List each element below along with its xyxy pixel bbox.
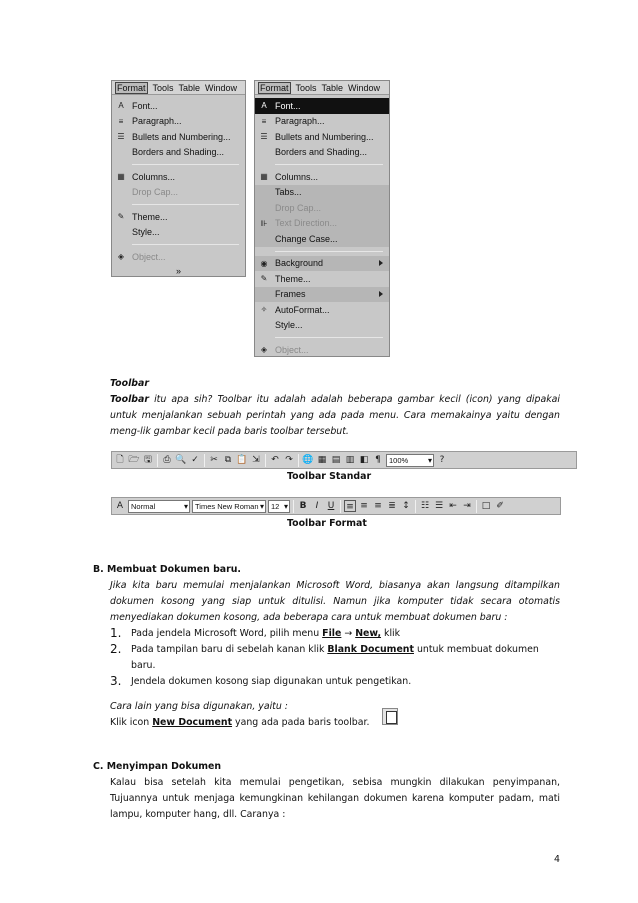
- text: Pada tampilan baru di sebelah kanan klik: [131, 644, 328, 655]
- font-icon: A: [118, 101, 124, 110]
- step-2-number: 2.: [110, 642, 122, 656]
- menu-item-label: Bullets and Numbering...: [132, 131, 231, 142]
- menu-separator: [275, 251, 383, 252]
- menu-item-label: Columns...: [132, 171, 176, 182]
- submenu-arrow-icon: [379, 291, 383, 297]
- menu-separator: [132, 204, 239, 205]
- menu-table[interactable]: Table: [321, 82, 344, 93]
- zoom-select[interactable]: 100% ▾: [386, 454, 434, 467]
- file-menu-ref: File: [322, 628, 342, 639]
- step-2-text: [131, 642, 539, 658]
- format-menu-short: [111, 80, 246, 277]
- align-right-icon[interactable]: ≡: [374, 501, 382, 511]
- menu-item-font[interactable]: [255, 98, 389, 114]
- menu-item-label: Columns...: [275, 171, 319, 182]
- redo-icon[interactable]: ↷: [285, 455, 293, 465]
- arrow: →: [341, 628, 356, 639]
- drawing-icon[interactable]: ◧: [359, 455, 369, 465]
- align-center-icon[interactable]: ≡: [360, 501, 368, 511]
- toolbar-separator: [204, 454, 205, 467]
- bullets-icon: ☰: [260, 132, 268, 141]
- menu-item-label: Font...: [132, 100, 158, 111]
- table-icon[interactable]: ▦: [317, 455, 327, 465]
- menu-item-object: [255, 342, 389, 358]
- menu-item-tabs[interactable]: [255, 185, 389, 201]
- menu-item-borders[interactable]: [112, 145, 245, 161]
- step-1-number: 1.: [110, 626, 122, 640]
- toolbar-para-line3: meng-lik gambar kecil pada baris toolbar tersebut.: [110, 426, 349, 437]
- menu-item-drop-cap: [112, 185, 245, 201]
- background-icon: ◉: [260, 258, 268, 268]
- menu-item-background[interactable]: [255, 256, 389, 272]
- paragraph-icon: ≡: [118, 116, 124, 126]
- menu-tools[interactable]: Tools: [295, 82, 317, 93]
- step-3-number: 3.: [110, 674, 122, 688]
- menu-item-borders[interactable]: [255, 145, 389, 161]
- alt-method-line1: Cara lain yang bisa digunakan, yaitu :: [110, 701, 288, 712]
- font-select[interactable]: Times New Roman ▾: [192, 500, 266, 513]
- columns-icon: ▦: [260, 172, 268, 181]
- menu-item-style[interactable]: [255, 318, 389, 334]
- bullets-icon[interactable]: ☰: [434, 501, 444, 511]
- format-toolbar-caption: Toolbar Format: [287, 518, 367, 529]
- theme-icon: ✎: [117, 212, 125, 221]
- menu-item-label: Paragraph...: [132, 116, 182, 127]
- menu-format[interactable]: Format: [260, 82, 289, 93]
- menu-item-text-direction: [255, 216, 389, 232]
- menu-item-paragraph[interactable]: [112, 114, 245, 130]
- bullets-icon: ☰: [117, 132, 125, 141]
- menu-window[interactable]: Window: [205, 82, 238, 93]
- format-toolbar: [111, 497, 561, 515]
- new-document-ref: New Document: [152, 717, 233, 728]
- section-b-intro3: menyediakan dokumen kosong, ada beberapa cara untuk membuat dokumen baru :: [110, 612, 508, 623]
- section-c-line3: lampu, komputer hang, dll. Caranya :: [110, 809, 286, 820]
- section-c-line2: Tujuannya untuk menjaga kemungkinan kehilangan dokumen karena komputer padam, mati: [110, 793, 560, 804]
- font-size-select[interactable]: 12 ▾: [268, 500, 290, 513]
- menu-separator: [275, 337, 383, 338]
- underline-button[interactable]: U: [327, 501, 335, 511]
- menu-item-object: [112, 249, 245, 265]
- toolbar-term: Toolbar: [110, 394, 149, 405]
- toolbar-separator: [293, 500, 294, 513]
- align-left-icon[interactable]: ≡: [344, 500, 356, 512]
- help-icon[interactable]: ?: [439, 455, 445, 465]
- menu-item-label: AutoFormat...: [275, 304, 330, 315]
- alt-method-line2: [110, 715, 369, 731]
- menu-separator: [132, 164, 239, 165]
- section-b-intro2: dokumen kosong yang siap untuk ditulisi. Namun jika komputer tidak secara otomatis: [110, 596, 560, 607]
- step-3-text: Jendela dokumen kosong siap digunakan untuk pengetikan.: [131, 676, 412, 687]
- menu-item-label: Paragraph...: [275, 116, 325, 127]
- menu-item-label: Change Case...: [275, 233, 338, 244]
- expand-menu-chevron-icon[interactable]: »: [175, 265, 181, 276]
- menu-separator: [275, 164, 383, 165]
- undo-icon[interactable]: ↶: [271, 455, 279, 465]
- line-spacing-icon[interactable]: ↕: [402, 501, 410, 511]
- columns-icon: ▦: [117, 172, 125, 181]
- text: Pada jendela Microsoft Word, pilih menu: [131, 628, 323, 639]
- new-document-icon[interactable]: 🗋: [116, 455, 124, 465]
- menu-table[interactable]: Table: [178, 82, 201, 93]
- menu-item-theme[interactable]: [255, 271, 389, 287]
- toolbar-para-line2: untuk menjalankan sebuah perintah yang ada pada menu. Cara memakainya yaitu dengan: [110, 410, 560, 421]
- text-direction-icon: ⊪: [260, 218, 268, 228]
- toolbar-separator: [340, 500, 341, 513]
- menu-item-font[interactable]: [112, 98, 245, 114]
- cut-icon[interactable]: ✂: [210, 455, 218, 465]
- increase-indent-icon[interactable]: ⇥: [463, 501, 471, 511]
- autoformat-icon: ✧: [260, 305, 268, 314]
- italic-button[interactable]: I: [315, 501, 319, 511]
- columns-icon[interactable]: ▥: [345, 455, 355, 465]
- menu-item-label: Style...: [132, 227, 160, 238]
- text: untuk membuat dokumen: [413, 644, 539, 655]
- menu-format[interactable]: Format: [117, 82, 146, 93]
- toolbar-separator: [476, 500, 477, 513]
- menu-item-label: Object...: [275, 344, 309, 355]
- menu-item-label: Theme...: [132, 211, 168, 222]
- text: yang ada pada baris toolbar.: [232, 717, 370, 728]
- menu-item-label: Font...: [275, 100, 301, 111]
- show-hide-icon[interactable]: ¶: [375, 455, 381, 465]
- new-document-icon: [382, 708, 398, 725]
- toolbar-heading: Toolbar: [110, 378, 149, 389]
- menu-item-label: Theme...: [275, 273, 311, 284]
- menu-item-drop-cap: [255, 200, 389, 216]
- text: klik: [381, 628, 401, 639]
- toolbar-separator: [265, 454, 266, 467]
- object-icon: ◈: [260, 345, 268, 354]
- menu-item-label: Frames: [275, 289, 306, 300]
- menu-item-label: Background: [275, 258, 324, 269]
- decrease-indent-icon[interactable]: ⇤: [449, 501, 457, 511]
- blank-document-ref: Blank Document: [327, 644, 414, 655]
- menu-item-autoformat[interactable]: [255, 302, 389, 318]
- menubar: [255, 81, 389, 95]
- toolbar-separator: [157, 454, 158, 467]
- text: itu apa sih? Toolbar itu adalah adalah beberapa gambar kecil (icon) yang dipakai: [148, 394, 560, 405]
- menu-item-bullets[interactable]: [112, 129, 245, 145]
- standard-toolbar: [111, 451, 577, 469]
- menu-item-label: Object...: [132, 251, 166, 262]
- menu-item-change-case[interactable]: [255, 231, 389, 247]
- menu-item-label: Borders and Shading...: [132, 147, 225, 158]
- step-2-text-cont: baru.: [131, 660, 156, 671]
- justify-icon[interactable]: ≣: [388, 501, 396, 511]
- object-icon: ◈: [117, 252, 125, 261]
- copy-icon[interactable]: ⧉: [224, 455, 232, 465]
- menu-item-frames[interactable]: [255, 287, 389, 303]
- format-menu-expanded: [254, 80, 390, 357]
- insert-table-icon[interactable]: ▤: [331, 455, 341, 465]
- section-b-intro1: Jika kita baru memulai menjalankan Microsoft Word, biasanya akan langsung ditampilkan: [110, 580, 560, 591]
- format-painter-icon[interactable]: ⇲: [252, 455, 260, 465]
- menu-item-label: Borders and Shading...: [275, 147, 368, 158]
- menu-separator: [132, 244, 239, 245]
- theme-icon: ✎: [260, 274, 268, 283]
- style-select[interactable]: Normal ▾: [128, 500, 190, 513]
- toolbar-separator: [298, 454, 299, 467]
- page-number: 4: [554, 854, 560, 865]
- spelling-icon[interactable]: ✓: [191, 455, 199, 465]
- font-icon: A: [261, 101, 267, 110]
- border-icon[interactable]: □: [481, 501, 491, 511]
- print-icon[interactable]: ⎙: [163, 455, 171, 465]
- menu-item-label: Bullets and Numbering...: [275, 131, 374, 142]
- open-icon[interactable]: 🗁: [128, 455, 140, 465]
- menu-item-paragraph[interactable]: [255, 114, 389, 130]
- menu-item-label: Tabs...: [275, 187, 302, 198]
- numbering-icon[interactable]: ☷: [420, 501, 430, 511]
- paste-icon[interactable]: 📋: [236, 455, 248, 465]
- menu-window[interactable]: Window: [348, 82, 381, 93]
- menu-item-theme[interactable]: [112, 209, 245, 225]
- submenu-arrow-icon: [379, 260, 383, 266]
- menu-item-columns[interactable]: [112, 169, 245, 185]
- styles-icon[interactable]: A: [116, 501, 124, 511]
- menu-item-label: Drop Cap...: [275, 202, 322, 213]
- menu-item-label: Style...: [275, 320, 303, 331]
- menu-item-columns[interactable]: [255, 169, 389, 185]
- section-c-heading: C. Menyimpan Dokumen: [93, 761, 222, 772]
- hyperlink-icon[interactable]: 🌐: [302, 455, 314, 465]
- menu-item-style[interactable]: [112, 225, 245, 241]
- menu-item-label: Drop Cap...: [132, 187, 179, 198]
- print-preview-icon[interactable]: 🔍: [175, 455, 187, 465]
- section-c-line1: Kalau bisa setelah kita memulai pengetikan, sebisa mungkin dilakukan penyimpanan,: [110, 777, 560, 788]
- menu-item-label: Text Direction...: [275, 218, 338, 229]
- text: Klik icon: [110, 717, 153, 728]
- menubar: [112, 81, 245, 95]
- toolbar-para-line1: [110, 392, 560, 408]
- menu-tools[interactable]: Tools: [152, 82, 174, 93]
- bold-button[interactable]: B: [299, 501, 307, 511]
- paragraph-icon: ≡: [261, 116, 267, 126]
- standard-toolbar-caption: Toolbar Standar: [287, 471, 372, 482]
- section-b-heading: B. Membuat Dokumen baru.: [93, 564, 241, 575]
- menu-item-bullets[interactable]: [255, 129, 389, 145]
- new-menu-ref: New,: [355, 628, 382, 639]
- toolbar-separator: [415, 500, 416, 513]
- save-icon[interactable]: 🖫: [144, 455, 152, 465]
- step-1-text: [131, 626, 400, 642]
- highlight-icon[interactable]: ✐: [496, 501, 504, 511]
